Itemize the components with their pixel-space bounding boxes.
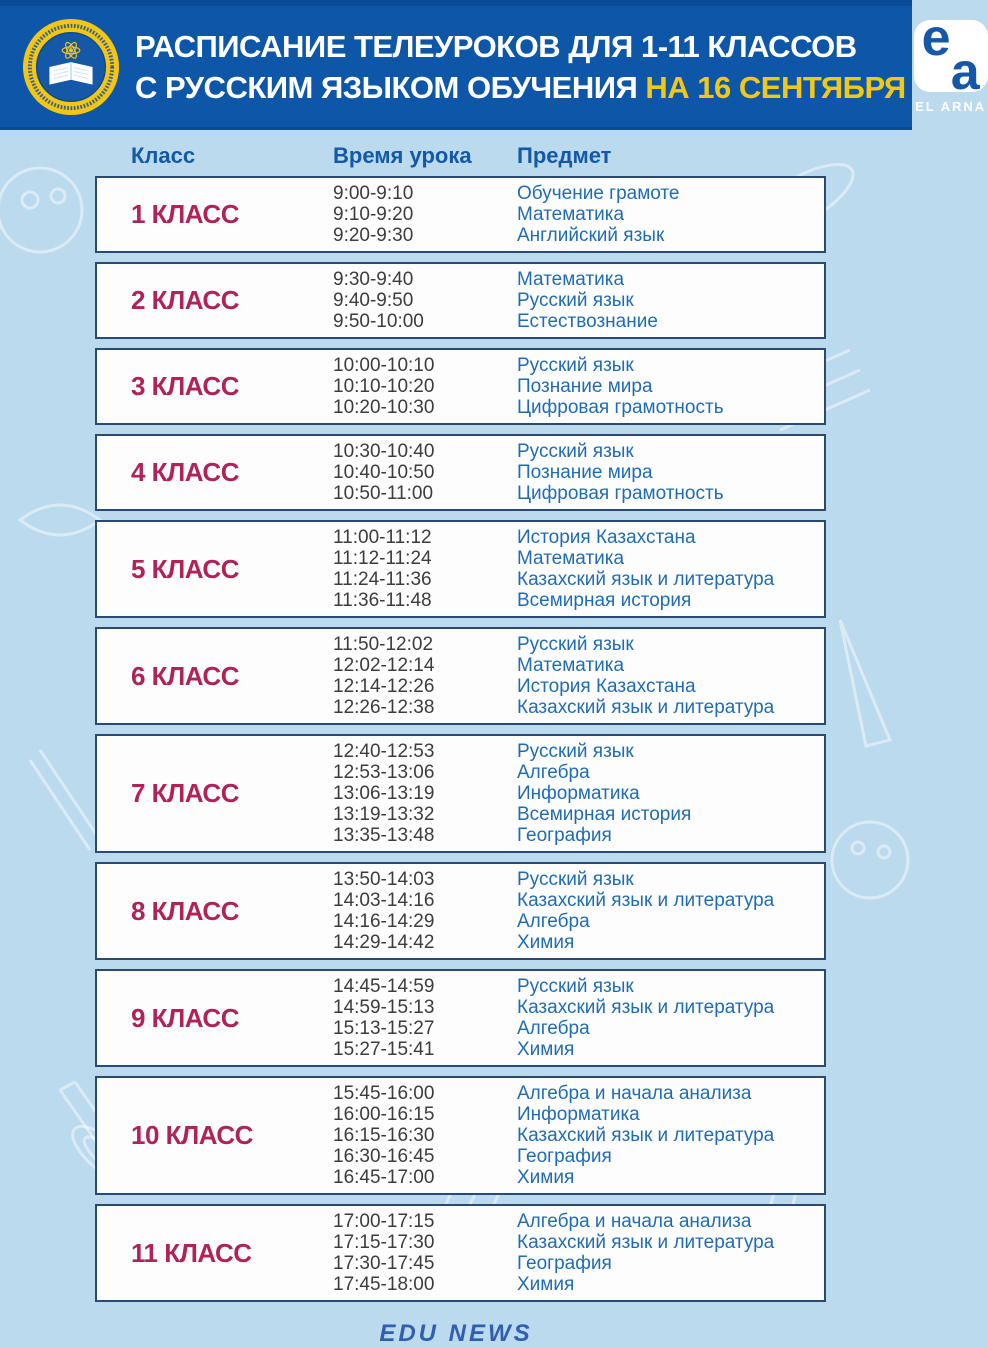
lesson-subject: Казахский язык и литература [517, 697, 775, 718]
class-card [95, 862, 826, 960]
lesson-subject: Казахский язык и литература [517, 890, 775, 911]
lesson-time: 16:15-16:30 [333, 1125, 435, 1146]
lesson-time: 12:26-12:38 [333, 697, 435, 718]
lesson-subject: Казахский язык и литература [517, 1125, 775, 1146]
header [0, 0, 987, 130]
class-label: 11 КЛАСС [131, 1237, 252, 1268]
lesson-time: 13:35-13:48 [333, 825, 435, 846]
lesson-time: 16:45-17:00 [333, 1167, 435, 1188]
lesson-times [333, 183, 517, 246]
class-label: 5 КЛАСС [131, 553, 239, 584]
class-label: 8 КЛАСС [131, 895, 239, 926]
ministry-emblem-icon [22, 18, 120, 116]
class-label: 2 КЛАСС [131, 285, 239, 315]
lesson-subject: Русский язык [517, 441, 634, 462]
lesson-subject: География [517, 825, 612, 846]
lesson-subject: Химия [517, 1167, 575, 1188]
lesson-times [333, 1211, 517, 1295]
class-label: 3 КЛАСС [131, 371, 239, 401]
lesson-time: 11:36-11:48 [333, 590, 432, 611]
lesson-time: 11:12-11:24 [333, 548, 432, 569]
lesson-time: 17:30-17:45 [333, 1253, 435, 1274]
lesson-time: 9:30-9:40 [333, 269, 414, 290]
lesson-subject: Химия [517, 1039, 575, 1060]
lesson-subject: Познание мира [517, 462, 653, 483]
class-label: 7 КЛАСС [131, 778, 239, 808]
lesson-time: 14:59-15:13 [333, 997, 435, 1018]
lesson-time: 12:40-12:53 [333, 741, 435, 762]
lesson-subject: География [517, 1146, 612, 1167]
page-title [135, 26, 906, 108]
lesson-subject: Казахский язык и литература [517, 569, 775, 590]
lesson-times [333, 527, 517, 611]
lesson-time: 9:00-9:10 [333, 183, 414, 204]
title-line-2-text: С РУССКИМ ЯЗЫКОМ ОБУЧЕНИЯ [135, 69, 646, 105]
title-line-2 [135, 67, 906, 108]
lesson-subjects [517, 269, 824, 332]
monogram-e: e [921, 8, 951, 67]
class-card [95, 627, 826, 725]
lesson-subjects [517, 183, 824, 246]
lesson-time: 12:53-13:06 [333, 762, 435, 783]
lesson-time: 10:00-10:10 [333, 355, 435, 376]
lesson-time: 10:10-10:20 [333, 376, 435, 397]
class-card [95, 734, 826, 853]
lesson-subjects [517, 1083, 824, 1188]
lesson-time: 10:50-11:00 [333, 483, 434, 504]
lesson-subjects [517, 355, 824, 418]
el-arna-logo [914, 8, 988, 114]
lesson-subject: Математика [517, 655, 625, 676]
lesson-time: 15:13-15:27 [333, 1018, 435, 1039]
lesson-subjects [517, 869, 824, 953]
lesson-subject: Казахский язык и литература [517, 1232, 775, 1253]
lesson-time: 11:24-11:36 [333, 569, 432, 590]
lesson-subjects [517, 741, 824, 846]
lesson-subject: Всемирная история [517, 804, 692, 825]
lesson-time: 17:15-17:30 [333, 1232, 435, 1253]
class-card [95, 1204, 826, 1302]
class-label: 9 КЛАСС [131, 1002, 239, 1033]
lesson-times [333, 634, 517, 718]
lesson-time: 16:30-16:45 [333, 1146, 435, 1167]
lesson-subject: Естествознание [517, 311, 658, 332]
lesson-time: 10:20-10:30 [333, 397, 435, 418]
lesson-time: 13:50-14:03 [333, 869, 435, 890]
class-label: 4 КЛАСС [131, 457, 239, 487]
schedule-list [95, 176, 826, 1302]
lesson-time: 17:00-17:15 [333, 1211, 435, 1232]
lesson-subject: Русский язык [517, 741, 634, 762]
footer-brand: EDU NEWS [379, 1320, 533, 1347]
schedule-sheet [95, 130, 826, 1302]
lesson-subjects [517, 634, 824, 718]
lesson-time: 17:45-18:00 [333, 1274, 435, 1295]
lesson-subject: Русский язык [517, 290, 634, 311]
lesson-time: 9:40-9:50 [333, 290, 414, 311]
class-card [95, 520, 826, 618]
lesson-time: 12:02-12:14 [333, 655, 435, 676]
lesson-subject: Алгебра [517, 911, 590, 932]
class-card [95, 176, 826, 253]
lesson-subject: Цифровая грамотность [517, 483, 724, 504]
lesson-time: 9:50-10:00 [333, 311, 424, 332]
lesson-subject: Русский язык [517, 976, 634, 997]
class-card [95, 434, 826, 511]
class-label: 10 КЛАСС [131, 1120, 253, 1150]
lesson-subject: Алгебра [517, 1018, 590, 1039]
lesson-time: 13:19-13:32 [333, 804, 435, 825]
lesson-time: 14:45-14:59 [333, 976, 435, 997]
lesson-subject: Химия [517, 1274, 575, 1295]
lesson-subjects [517, 527, 824, 611]
lesson-subjects [517, 1211, 824, 1295]
lesson-subject: Математика [517, 269, 625, 290]
lesson-subject: Информатика [517, 1104, 640, 1125]
column-header-class: Класс [131, 143, 196, 168]
monogram-a: a [950, 42, 980, 101]
lesson-time: 16:00-16:15 [333, 1104, 435, 1125]
lesson-subject: Казахский язык и литература [517, 997, 775, 1018]
lesson-times [333, 741, 517, 846]
lesson-time: 14:29-14:42 [333, 932, 435, 953]
class-card [95, 1076, 826, 1195]
lesson-subject: Русский язык [517, 355, 634, 376]
lesson-times [333, 441, 517, 504]
lesson-subject: Обучение грамоте [517, 183, 680, 204]
lesson-subject: Английский язык [517, 225, 665, 246]
lesson-times [333, 976, 517, 1060]
lesson-subject: Русский язык [517, 634, 634, 655]
title-line-1: РАСПИСАНИЕ ТЕЛЕУРОКОВ ДЛЯ 1-11 КЛАССОВ [135, 28, 857, 64]
lesson-subject: История Казахстана [517, 527, 696, 548]
lesson-time: 12:14-12:26 [333, 676, 435, 697]
lesson-subject: Всемирная история [517, 590, 692, 611]
lesson-subject: Математика [517, 204, 625, 225]
lesson-subjects [517, 976, 824, 1060]
lesson-subject: Алгебра и начала анализа [517, 1211, 752, 1232]
lesson-time: 14:03-14:16 [333, 890, 435, 911]
lesson-subject: Математика [517, 548, 625, 569]
lesson-subject: Цифровая грамотность [517, 397, 724, 418]
lesson-time: 11:50-12:02 [333, 634, 434, 655]
lesson-times [333, 869, 517, 953]
lesson-time: 10:40-10:50 [333, 462, 435, 483]
el-arna-label: EL ARNA [915, 98, 987, 114]
lesson-time: 15:27-15:41 [333, 1039, 435, 1060]
class-card [95, 262, 826, 339]
lesson-time: 9:20-9:30 [333, 225, 414, 246]
lesson-times [333, 1083, 517, 1188]
lesson-time: 14:16-14:29 [333, 911, 435, 932]
column-headers [95, 130, 826, 176]
el-arna-monogram-icon [914, 8, 988, 101]
lesson-subjects [517, 441, 824, 504]
lesson-time: 10:30-10:40 [333, 441, 435, 462]
lesson-subject: Алгебра и начала анализа [517, 1083, 752, 1104]
lesson-subject: Русский язык [517, 869, 634, 890]
column-header-subject: Предмет [517, 143, 612, 168]
lesson-subject: Алгебра [517, 762, 590, 783]
class-card [95, 348, 826, 425]
lesson-times [333, 355, 517, 418]
column-header-time: Время урока [333, 143, 472, 168]
lesson-subject: История Казахстана [517, 676, 696, 697]
lesson-subject: Информатика [517, 783, 640, 804]
lesson-subject: География [517, 1253, 612, 1274]
lesson-time: 11:00-11:12 [333, 527, 432, 548]
lesson-times [333, 269, 517, 332]
lesson-subject: Познание мира [517, 376, 653, 397]
class-card [95, 969, 826, 1067]
lesson-time: 15:45-16:00 [333, 1083, 435, 1104]
lesson-subject: Химия [517, 932, 575, 953]
class-label: 6 КЛАСС [131, 660, 239, 691]
lesson-time: 13:06-13:19 [333, 783, 435, 804]
class-label: 1 КЛАСС [131, 199, 239, 229]
title-date-highlight: НА 16 СЕНТЯБРЯ [645, 69, 906, 105]
lesson-time: 9:10-9:20 [333, 204, 414, 225]
